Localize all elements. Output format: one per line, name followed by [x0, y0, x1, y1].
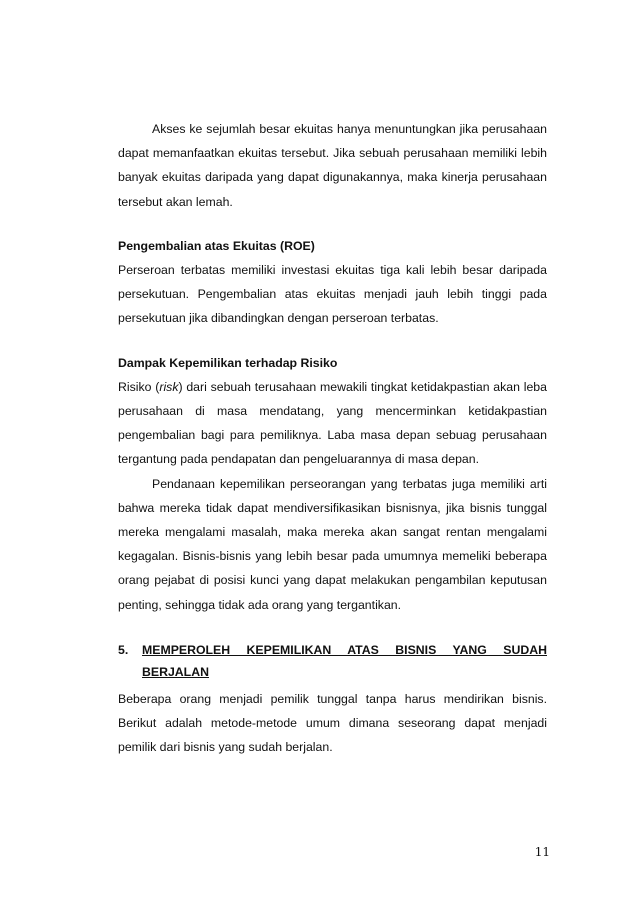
- intro-paragraph: Akses ke sejumlah besar ekuitas hanya menuntungkan jika perusahaan dapat memanfaatkan ekuitas tersebut. Jika sebuah perusahaan memiliki lebih banyak ekuitas daripada yang dapat digunakannya, maka kinerja perusahaan tersebut akan lemah.: [118, 122, 547, 209]
- section-5-title: MEMPEROLEH KEPEMILIKAN ATAS BISNIS YANG SUDAH BERJALAN: [142, 642, 547, 679]
- risk-text-start: Risiko (: [118, 379, 160, 394]
- roe-paragraph: Perseroan terbatas memiliki investasi ekuitas tiga kali lebih besar daripada persekutuan. Pengembalian atas ekuitas menjadi jauh lebih tinggi pada persekutuan jika dibandingkan dengan perseroan terbatas.: [118, 263, 547, 326]
- risk-paragraph-2: Pendanaan kepemilikan perseorangan yang terbatas juga memiliki arti bahwa mereka tidak dapat mendiversifikasikan bisnisnya, jika bisnis tunggal mereka mengalami masalah, maka mereka akan sangat rentan mengalami kegagalan. Bisnis-bisnis yang lebih besar pada umumnya memeliki beberapa orang pejabat di posisi kunci yang dapat melakukan pengambilan keputusan penting, sehingga tidak ada orang yang tergantikan.: [118, 476, 547, 612]
- roe-section: [118, 234, 547, 331]
- risk-heading: Dampak Kepemilikan terhadap Risiko: [118, 355, 338, 370]
- risk-text-end: ) dari sebuah terusahaan mewakili tingkat ketidakpastian akan leba perusahaan di masa mendatang, yang mencerminkan ketidakpastian pengembalian bagi para pemiliknya. Laba masa depan sebuag perusahaan tergantung pada pendapatan dan pengeluarannya di masa depan.: [118, 379, 547, 467]
- section-5-paragraph: Beberapa orang menjadi pemilik tunggal tanpa harus mendirikan bisnis. Berikut adalah metode-metode umum dimana seseorang dapat menjadi pemilik dari bisnis yang sudah berjalan.: [118, 691, 547, 755]
- page-content: [118, 117, 547, 759]
- risk-section: [118, 351, 547, 617]
- page-number: 11: [534, 845, 550, 859]
- roe-heading: Pengembalian atas Ekuitas (ROE): [118, 238, 315, 253]
- risk-italic-term: risk: [159, 379, 179, 394]
- risk-paragraph: [118, 375, 547, 472]
- section-5-heading: [118, 639, 547, 683]
- section-5-number: 5.: [118, 642, 129, 657]
